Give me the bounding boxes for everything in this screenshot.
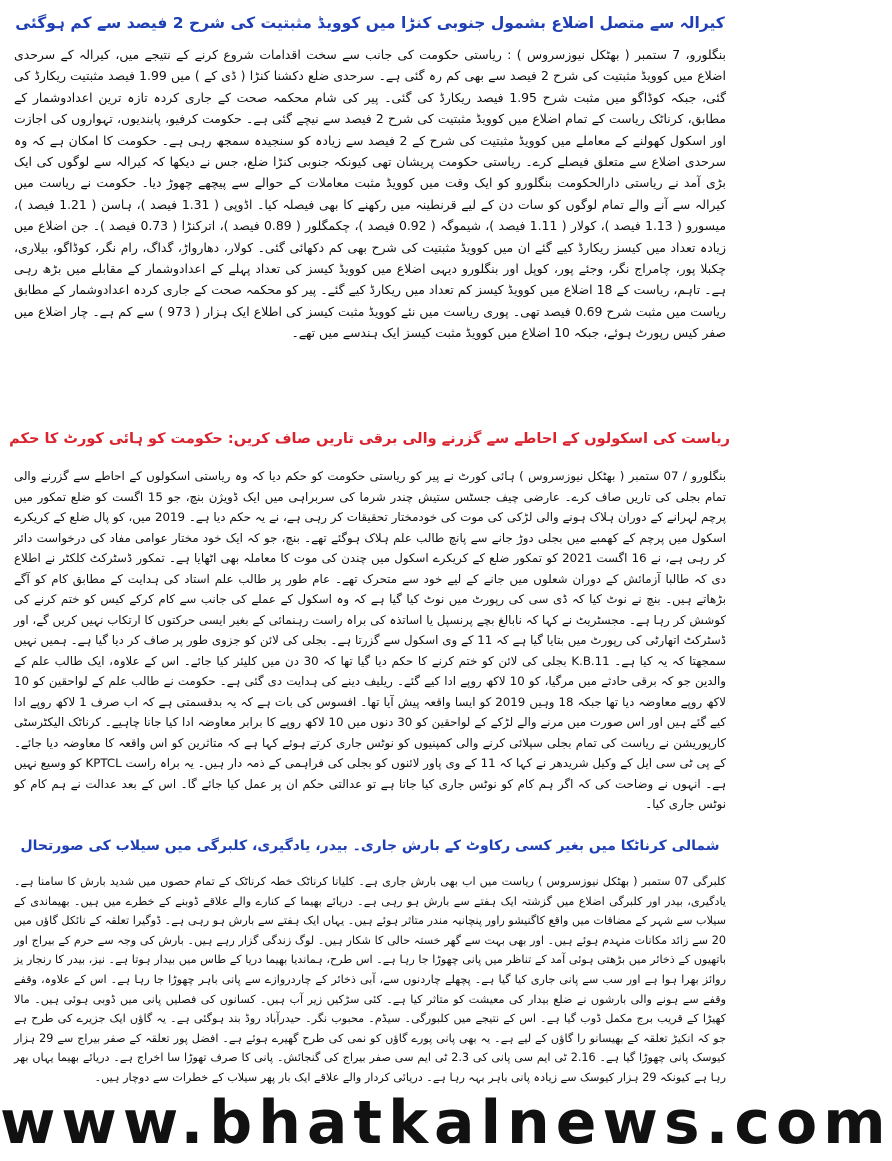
story2-text: بنگلورو / 07 ستمبر ( بھٹکل نیوزسروس ) ہائی کورٹ نے پیر کو ریاستی حکومت کو حکم دیا کہ وہ ریاستی اسکولوں کے احاطے سے گزرنے والی تمام بجلی کی تاریں صاف کرے۔ عارضی چیف جسٹس ستیش چندر شرما کی سربراہی میں ایک ڈویژن بنچ، جو 15 اگست کو ضلع تمکور میں پرچم لہرانے کے دوران ہلاک ہونے والی لڑکی کی موت کی خودمختار تحقیقات کر رہی ہے، نے یہ حکم دیا ہے۔ 2019 میں، کو پال ضلع کے کریکرے اسکول میں پرچم کے کھمبے میں بجلی دوڑ جانے سے پانچ طالب علم ہلاک ہوگئے تھے۔ بنچ، جو کہ ایک خود مختار عوامی مفاد کی درخواست دائر کر رہی ہے، نے 16 اگست 2021 کو تمکور ضلع کے کریکرے اسکول میں چندن کی موت کا معاملہ بھی اٹھایا ہے۔ تمکور ڈسٹرکٹ کلکٹر نے اطلاع دی کہ طالبا آزمائش کے دوران شعلوں میں جانے کے لیے خود سے متحرک تھے۔ عام طور پر طالب علم استاد کی ہدایت کے مطابق کام کو آگے بڑھاتے ہیں۔ بنچ نے نوٹ کیا کہ ڈی سی کی رپورٹ میں نوٹ کیا گیا ہے کہ وہ اسکول کے عملے کی جانب سے کام کرکے کیس کو ختم کرنے کی کوشش کر رہا ہے۔ مجسٹریٹ نے کہا کہ نابالغ بچے پرنسپل یا اساتذہ کی براہ راست رہنمائی کے بغیر ایسی حرکتوں کا ارتکاب نہیں کریں گے، اور ڈسٹرکٹ اتھارٹی کی رپورٹ میں بتایا گیا ہے کہ 11 کے وی اسکول سے گزرتا ہے۔ بجلی کی لائن کو جزوی طور پر صاف کر دیا گیا ہے۔ ہمیں نہیں سمجھتا کہ یہ کیا ہے۔ K.B.11 بجلی کی لائن کو ختم کرنے کا حکم دیا گیا تھا کہ 30 دن میں کلیئر کیا جائے۔ اس کے علاوہ، ایک طالب علم کے والدین جو کہ برقی حادثے میں مرگیا، کو 10 لاکھ روپے ادا کیے گئے۔ ریلیف دینے کی ہدایت دی گئی ہے۔ حکومت نے طالب علم کے لواحقین کو 10 لاکھ روپے معاوضہ دیا تھا جبکہ 18 وہیں 2019 کو ایسا واقعہ پیش آیا تھا۔ افسوس کی بات ہے کہ یہ بدقسمتی ہے کہ اب صرف 1 لاکھ روپے ادا کیے گئے ہیں اور اس صورت میں مرنے والے لڑکے کے لواحقین کو 30 دنوں میں 10 لاکھ روپے کا برابر معاوضہ ادا کیا جانا چاہیے۔ کرناٹک الیکٹرسٹی کارپوریشن نے ریاست کی تمام بجلی سپلائی کرنے والی کمپنیوں کو نوٹس جاری کرتے ہوئے کہا ہے کہ متاثرین کو اس واقعہ کا معاوضہ دیا جائے۔ کے پی ٹی سی ایل کے وکیل شریدھر نے کہا کہ 11 کے وی پاور لائنوں کو بجلی کی فراہمی کے ذمہ دار ہیں۔ یہ براہ راست KPTCL کو وسیع نہیں ہے۔ انہوں نے وضاحت کی کہ اگر ہم کام کو نوٹس جاری کیا جاتا ہے تو عدالتی حکم ان پر عمل کیا جائے گا۔ اس کے بعد عدالت نے ہم کام کو نوٹس جاری کیا۔ (14, 469, 727, 811)
story2-body (14, 466, 726, 814)
story1-headline: کیرالہ سے متصل اضلاع بشمول جنوبی کنڑا میں کوویڈ مثبتیت کی شرح 2 فیصد سے کم ہوگئی (15, 14, 725, 32)
story3-body (14, 872, 726, 1088)
story1-text: بنگلورو، 7 ستمبر ( بھٹکل نیوزسروس ) : ریاستی حکومت کی جانب سے سخت اقدامات شروع کرنے کے نتیجے میں، کیرالہ کے سرحدی اضلاع میں کوویڈ مثبتیت کی شرح 2 فیصد سے بھی کم رہ گئی ہے۔ سرحدی ضلع دکشنا کنڑا ( ڈی کے ) میں 1.99 فیصد مثبتیت ریکارڈ کی گئی، جبکہ کوڈاگو میں مثبت شرح 1.95 فیصد ریکارڈ کی گئی۔ پیر کی شام محکمہ صحت کے جاری کردہ تازہ ترین اعدادوشمار کے مطابق، کرناٹک ریاست کے تمام اضلاع میں کوویڈ مثبتیت کی شرح 2 فیصد سے نیچے گئی ہے۔ حکومت کرفیو، پابندیوں، تہواروں کی اجازت اور اسکول کھولنے کے معاملے میں کوویڈ مثبتیت کی شرح کے 2 فیصد سے زیادہ کو سنجیدہ سمجھ رہی ہے۔ حکومت کا امکان ہے کہ وہ سرحدی اضلاع سے متعلق فیصلے کرے۔ ریاستی حکومت پریشان تھی کیونکہ جنوبی کنڑا ضلع، جس نے دیکھا کہ کیرالہ سے لوگوں کی ایک بڑی آمد نے ریاستی دارالحکومت بنگلورو کو ایک وقت میں کوویڈ مثبت معاملات کے حوالے سے پیچھے چھوڑ دیا۔ حکومت نے ریاست میں کیرالہ سے آنے والے تمام لوگوں کو سات دن کے لیے قرنطینہ میں رکھنے کا بھی فیصلہ کیا۔ اڈوپی ( 1.31 فیصد )، ہاسن ( 1.21 فیصد )، میسورو ( 1.13 فیصد )، کولار ( 1.11 فیصد )، شیموگہ ( 0.92 فیصد )، چکمگلور ( 0.89 فیصد )، اترکنڑا ( 0.73 فیصد )۔ جن اضلاع میں زیادہ تعداد میں کیسز ریکارڈ کیے گئے ان میں کوویڈ مثبتیت کی شرح بھی کم دکھائی گئی۔ کولار، دھارواڑ، گداگ، رام نگر، کوڈاگو، بیلاری، چکبلا پور، چامراج نگر، وجئے پور، کوپل اور بنگلورو دیہی اضلاع میں کوویڈ کیسز کی تعداد پہلے کے اعدادوشمار کے مقابلے میں بڑھ رہی ہے۔ تاہم، ریاست کے 18 اضلاع میں کوویڈ کیسز کم تعداد میں ریکارڈ کیے گئے۔ پیر کو محکمہ صحت کے جاری کردہ اعدادوشمار کے مطابق ریاست میں مثبت شرح 0.69 فیصد تھی۔ پوری ریاست میں نئے کوویڈ مثبت کیسز کی اطلاع ایک ہزار ( 973 ) سے کم ہے۔ چار اضلاع میں صفر کیس رپورٹ ہوئے، جبکہ 10 اضلاع میں کوویڈ مثبت کیسز ایک ہندسے میں تھے۔ (14, 47, 727, 341)
story3-text: کلبرگی 07 ستمبر ( بھٹکل نیوزسروس ) ریاست میں اب بھی بارش جاری ہے۔ کلیانا کرناٹک خطہ کرناٹک کے تمام حصوں میں شدید بارش کا سامنا ہے۔ یادگیری، بیدر اور کلبرگی اضلاع میں گزشتہ ایک ہفتے سے بارش ہو رہی ہے۔ دریائے بھیما کے کنارے والے علاقے ڈوبنے کے خطرے میں ہیں۔ بھیماندی کے سیلاب سے شہر کے مضافات میں واقع کاگنیشو راور پنچانیہ مندر متاثر ہوئے ہیں۔ یہاں ایک ہفتے سے بارش ہو رہی ہے۔ ڈوگیرا تعلقہ کے نائکل گاؤں میں 20 سے زائد مکانات منہدم ہوئے ہیں۔ اور بھی بہت سے گھر خستہ حالی کا شکار ہیں۔ لوگ زندگی گزار رہے ہیں۔ بارش کی وجہ سے حرم کے بیراج اور باتھیوں کے ذخائر میں بڑھتی ہوئی آمد کے تناظر میں پانی چھوڑا جا رہا ہے۔ اس طرح، ہماندیا بھیما دریا کے طاس میں بیدار ہوتا ہے۔ نیز، بیدر کا رنجار یز روائز بھرا ہوا ہے اور سب سے پانی جاری کیا گیا ہے۔ پچھلے چاردنوں سے، آبی ذخائر کے چاردروازے سے پانی باہر چھوڑا جا رہا ہے۔ اس کے علاوہ، وقفے وقفے سے ہونے والی بارشوں نے ضلع بیدار کی معیشت کو متاثر کیا ہے۔ کئی سڑکیں زیر آب ہیں۔ کسانوں کی فصلیں پانی میں ڈوبی ہوئی ہیں۔ مالا کھیڑا کے قریب برج مکمل ڈوب گیا ہے۔ اس کے نتیجے میں کلبورگی۔ سیڈم۔ محبوب نگر۔ حیدرآباد روڈ بند ہوگئی ہے۔ یہ گاؤں ایک جزیرے کی طرح ہے جو کہ انکیڑ تعلقہ کے بھیسانو را گاؤں کے لیے ہے۔ یہ بھی پانی پورے گاؤں کو نمی کی طرح گھیرے ہوئے ہے۔ افضل پور تعلقہ کے صفر بیراج سے 29 ہزار کیوسک پانی چھوڑا گیا ہے۔ 2.16 ٹی ایم سی پانی کی 2.3 ٹی ایم سی صفر بیراج کی گنجائش۔ پانی کا صرف تھوڑا سا اخراج ہے۔ دریائے بھیما یہاں بھر رہا ہے کیونکہ 29 ہزار کیوسک سے زیادہ پانی باہر بہہ رہا ہے۔ دریائی کردار والے علاقے ایک بار پھر سیلاب کے خطرات سے دوچار ہیں۔ (14, 875, 726, 1084)
story1-body (14, 44, 726, 412)
story2-headline: ریاست کی اسکولوں کے احاطے سے گزرنے والی برقی تاریں صاف کریں: حکومت کو ہائی کورٹ کا حکم (9, 431, 730, 447)
site-watermark: www.bhatkalnews.com (0, 1088, 892, 1158)
story3-headline: شمالی کرناٹکا میں بغیر کسی رکاوٹ کے بارش جاری۔ بیدر، یادگیری، کلبرگی میں سیلاب کی صورتحال (20, 838, 720, 854)
